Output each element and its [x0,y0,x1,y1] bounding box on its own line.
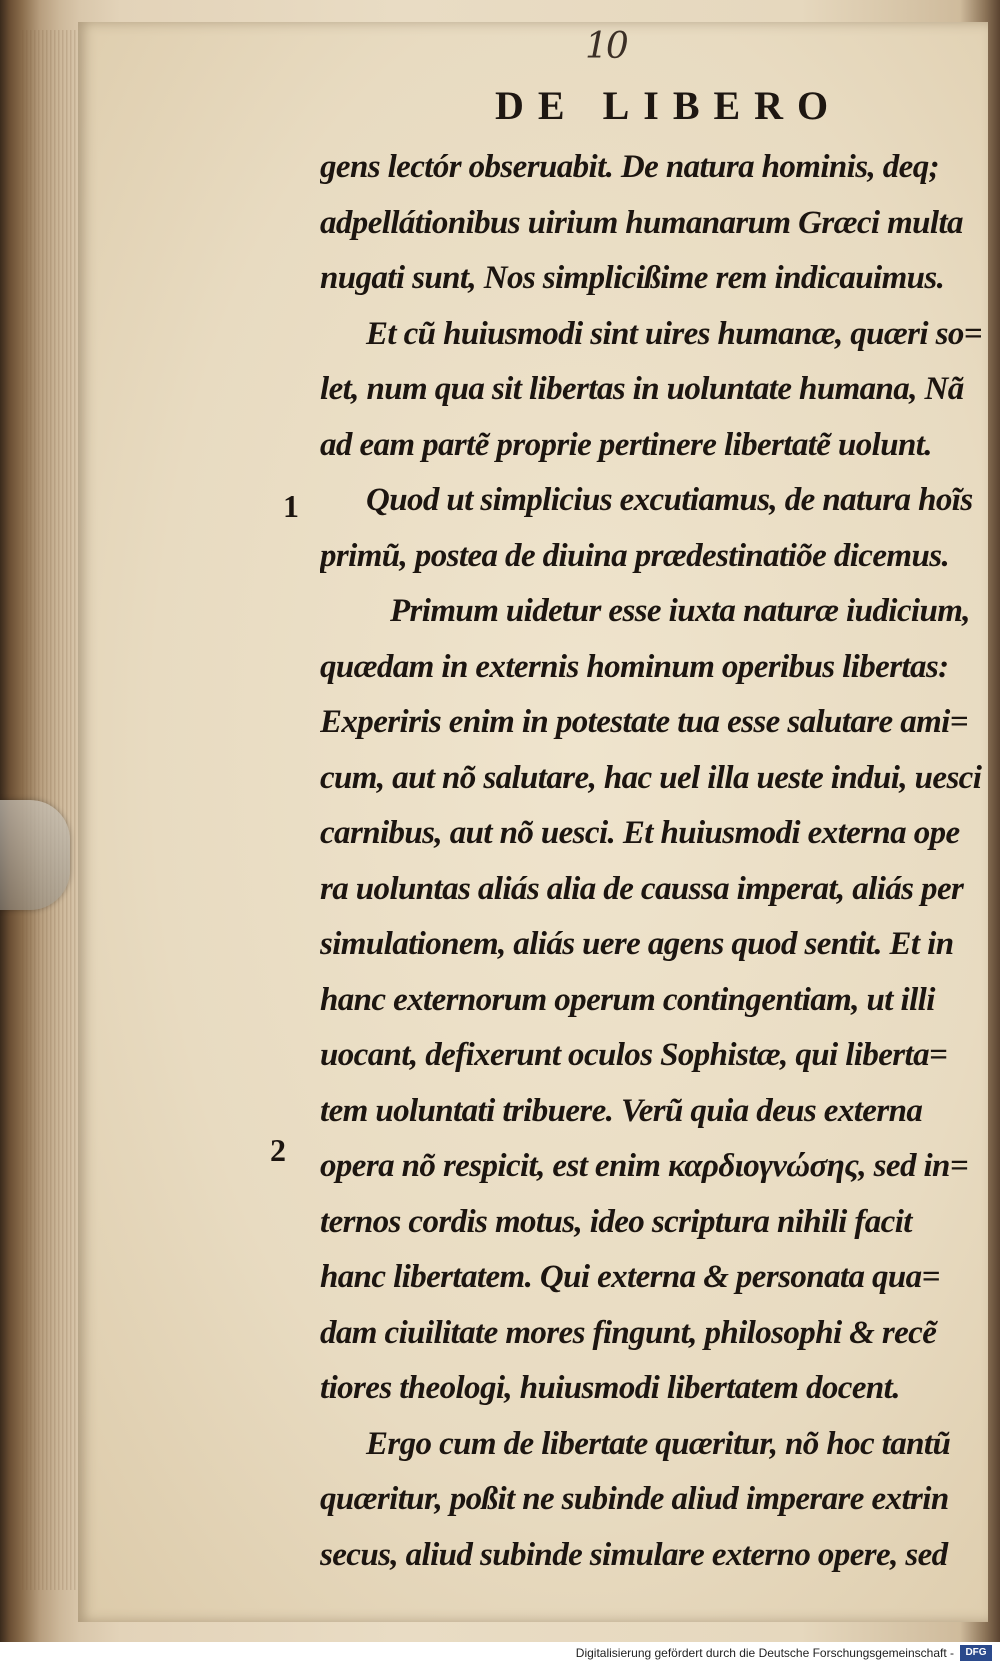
text-line: let, num qua sit libertas in uoluntate humana, Nã [320,371,964,407]
text-line: Primum uidetur esse iuxta naturæ iudicium, [390,593,970,629]
funding-credit: Digitalisierung gefördert durch die Deutsche Forschungsgemeinschaft - [575,1646,954,1660]
text-line: uocant, defixerunt oculos Sophistæ, qui liberta= [320,1037,948,1073]
text-line: gens lectór obseruabit. De natura hominis, deq; [320,149,940,185]
body-text [320,140,995,1583]
text-line: simulationem, aliás uere agens quod sentit. Et in [320,926,954,962]
folio-number: 10 [585,26,627,67]
text-line: Quod ut simplicius excutiamus, de natura hoĩs [366,482,973,518]
text-line: quædam in externis hominum operibus libertas: [320,648,949,685]
text-line: Et cũ huiusmodi sint uires humanæ, quæri so= [366,315,982,352]
text-line: nugati sunt, Nos simplicißime rem indicauimus. [320,260,945,296]
running-head: DE LIBERO [495,83,843,128]
text-line: carnibus, aut nõ uesci. Et huiusmodi externa ope [320,815,960,851]
margin-marker-2: 2 [270,1132,286,1168]
page-clip [0,800,70,910]
text-line: tiores theologi, huiusmodi libertatem docent. [320,1370,900,1406]
text-line: Ergo cum de libertate quæritur, nõ hoc tantũ [366,1425,951,1462]
text-line: opera nõ respicit, est enim καρδιογνώσης, sed in= [320,1148,969,1184]
margin-marker-1: 1 [283,488,299,524]
text-line: cum, aut nõ salutare, hac uel illa ueste indui, uesci [320,759,982,796]
text-line: tem uoluntati tribuere. Verũ quia deus externa [320,1092,923,1129]
text-line: quæritur, poßit ne subinde aliud imperare extrin [320,1481,949,1517]
text-line: ra uoluntas aliás alia de caussa imperat, aliás per [320,870,964,907]
text-line: secus, aliud subinde simulare externo opere, sed [320,1536,948,1573]
text-line: Experiris enim in potestate tua esse salutare ami= [320,704,968,740]
text-line: dam ciuilitate mores fingunt, philosophi & recẽ [320,1314,937,1351]
text-line: adpellátionibus uirium humanarum Græci multa [320,204,963,241]
text-line: ternos cordis motus, ideo scriptura nihili facit [320,1203,912,1240]
text-line: hanc libertatem. Qui externa & personata qua= [320,1259,940,1295]
footer-bar [0,1642,1000,1666]
text-line: primũ, postea de diuina prædestinatiõe dicemus. [320,537,950,574]
text-line: ad eam partẽ proprie pertinere libertatẽ uolunt. [320,426,932,463]
text-line: hanc externorum operum contingentiam, ut illi [320,981,935,1018]
dfg-logo: DFG [960,1645,992,1661]
